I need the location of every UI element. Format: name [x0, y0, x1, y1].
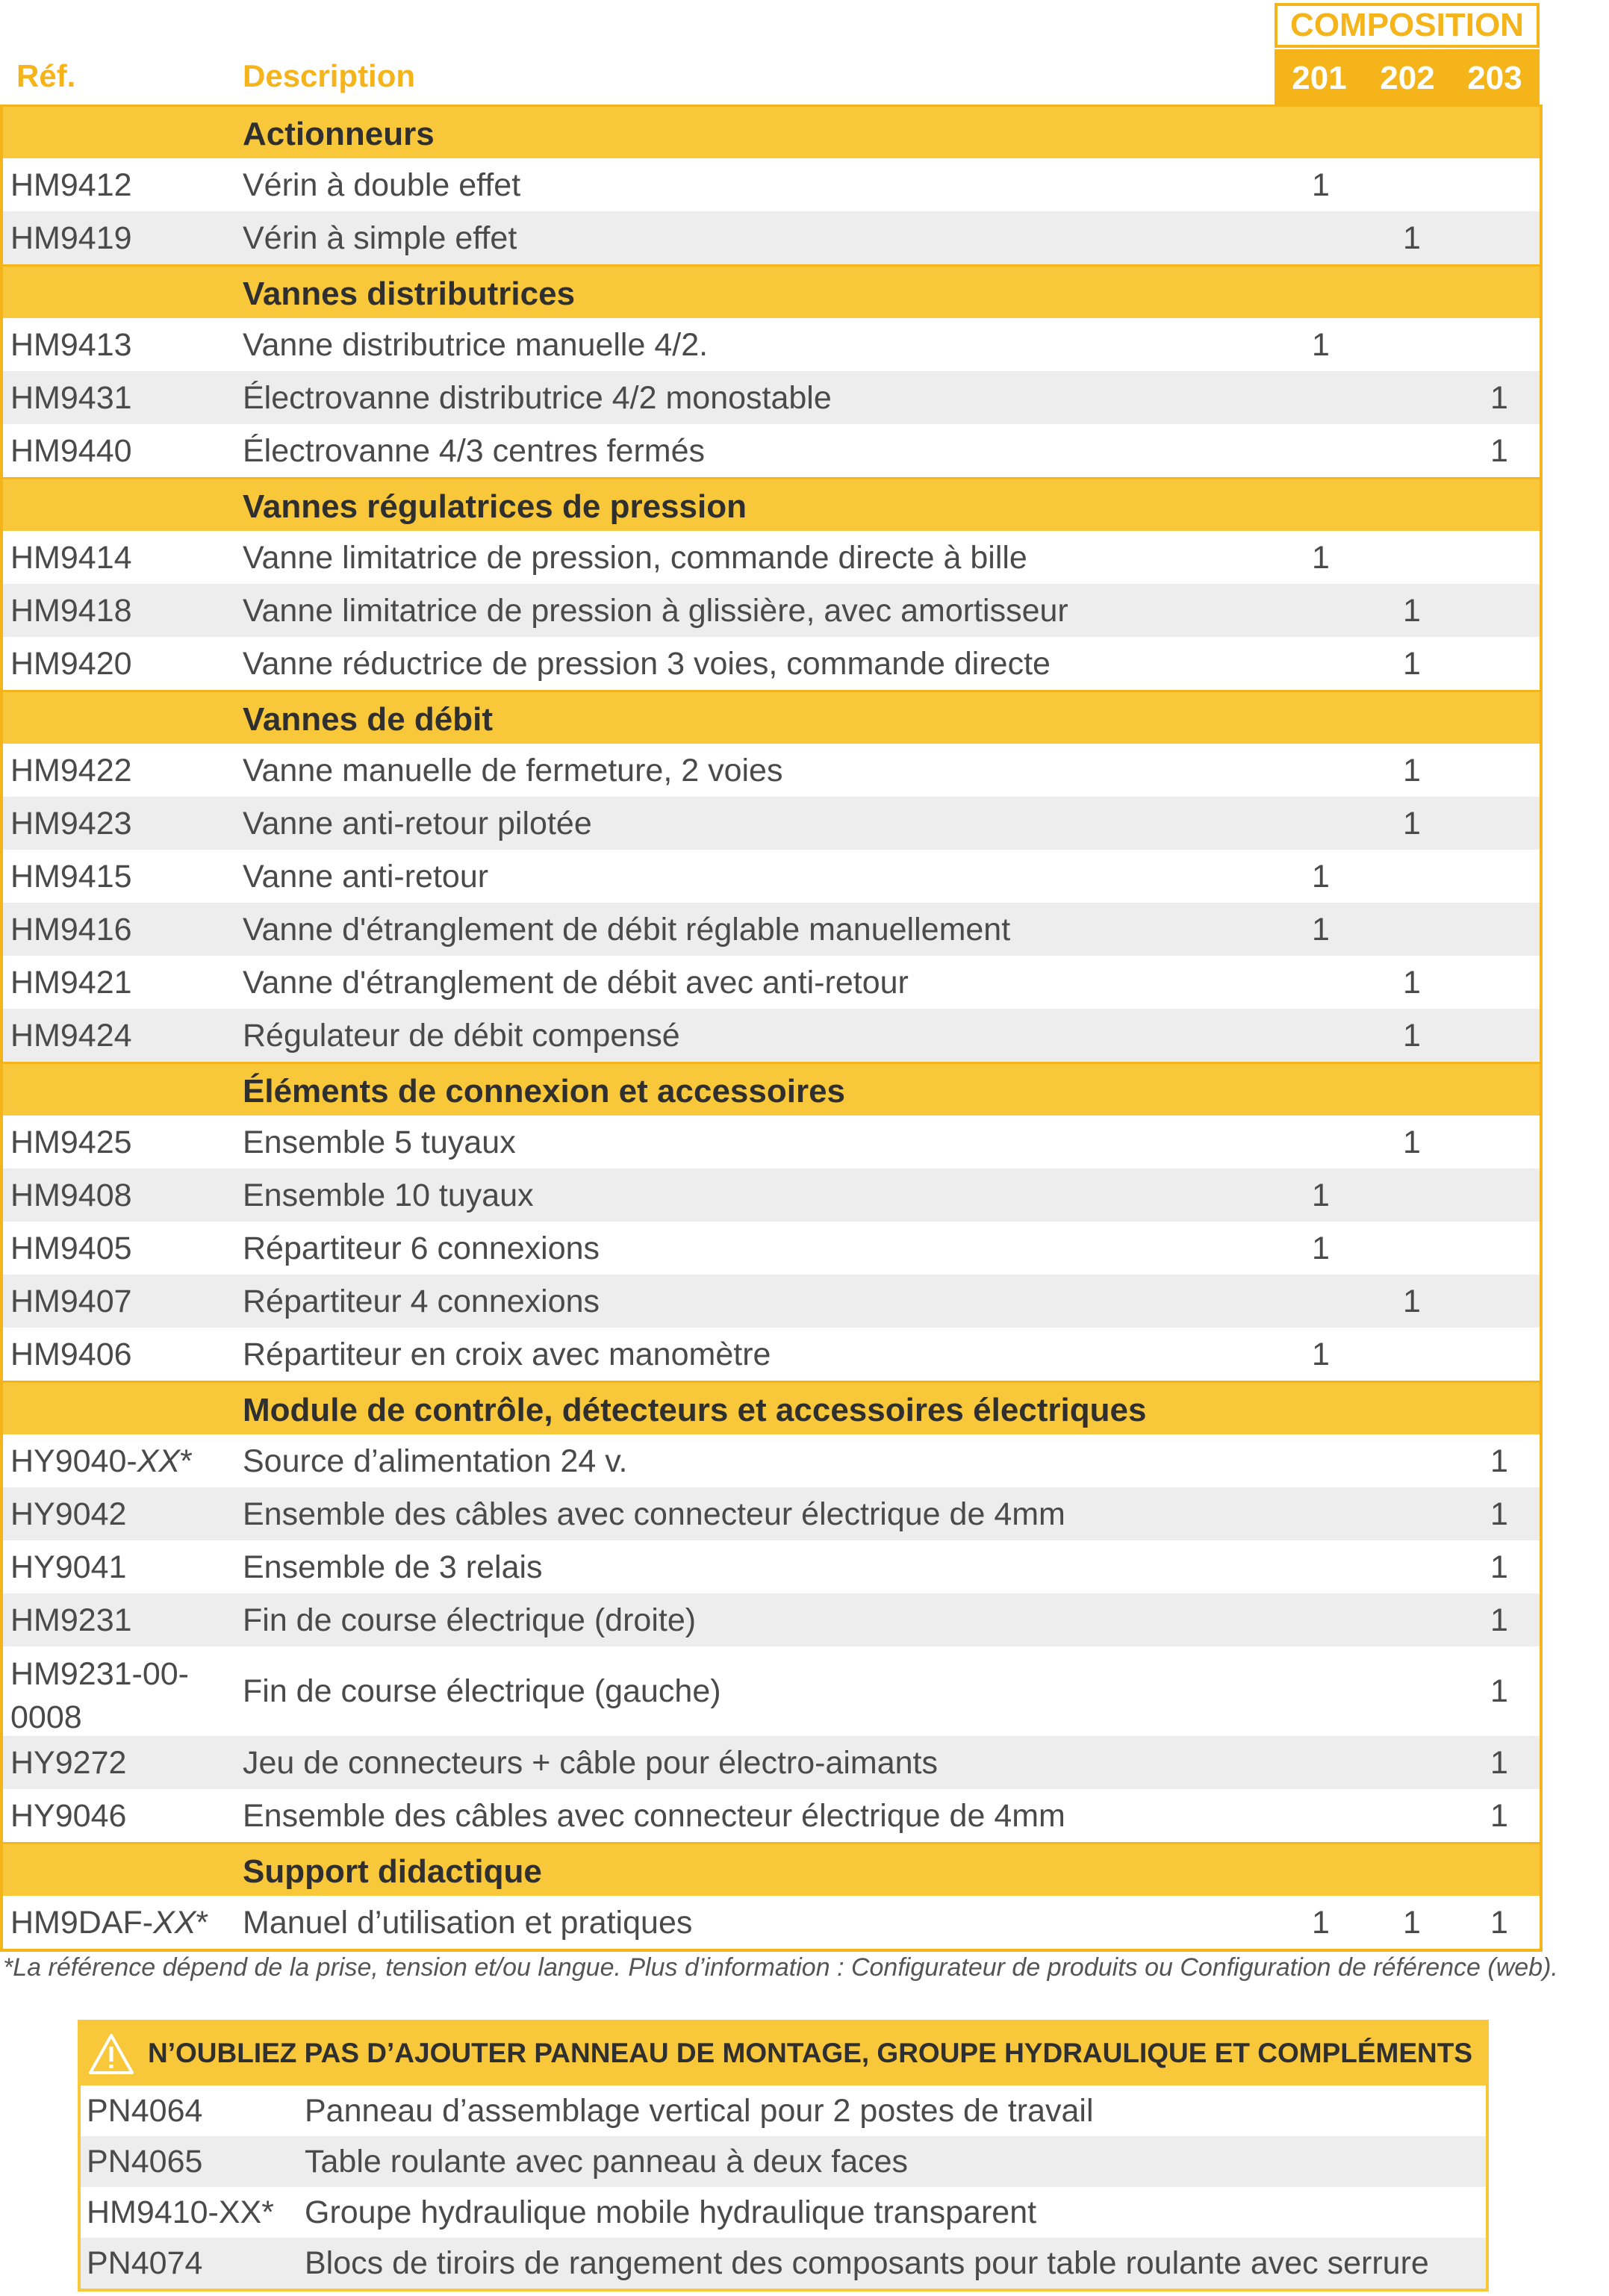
- addon-description: Blocs de tiroirs de rangement des composants pour table roulante avec serrure: [305, 2245, 1429, 2281]
- qty-203: 1: [1490, 380, 1508, 416]
- row-description: Vanne distributrice manuelle 4/2.: [243, 327, 709, 363]
- table-row: [3, 1540, 1540, 1593]
- table-row: [3, 158, 1540, 211]
- section-header: [3, 1062, 1540, 1116]
- addon-description: Panneau d’assemblage vertical pour 2 postes de travail: [305, 2093, 1094, 2129]
- row-ref: HY9046: [10, 1798, 127, 1834]
- row-ref-suffix: *: [180, 1443, 193, 1479]
- qty-202: 1: [1403, 220, 1421, 256]
- section-title: Vannes distributrices: [243, 276, 576, 312]
- row-description: Électrovanne distributrice 4/2 monostable: [243, 380, 832, 416]
- row-ref: HM9407: [10, 1284, 132, 1319]
- addon-row: [81, 2136, 1486, 2187]
- row-description: Jeu de connecteurs + câble pour électro-aimants: [243, 1745, 939, 1781]
- section-header: [3, 1842, 1540, 1896]
- composition-header: [1275, 3, 1540, 48]
- qty-201: 1: [1312, 327, 1330, 363]
- row-ref: HM9412: [10, 167, 132, 203]
- qty-202: 1: [1403, 1905, 1421, 1941]
- qty-203: 1: [1490, 1798, 1508, 1834]
- addon-ref: PN4065: [87, 2144, 203, 2180]
- section-header: [3, 690, 1540, 744]
- row-description: Vanne limitatrice de pression à glissière, avec amortisseur: [243, 593, 1068, 629]
- qty-203: 1: [1490, 1602, 1508, 1638]
- row-ref: [10, 1905, 208, 1941]
- row-ref: HM9413: [10, 327, 132, 363]
- row-ref: HM9419: [10, 220, 132, 256]
- table-row: [3, 1116, 1540, 1169]
- addons-box: [78, 2020, 1489, 2292]
- table-row: [3, 584, 1540, 637]
- addon-ref: PN4074: [87, 2245, 203, 2281]
- qty-202: 1: [1403, 593, 1421, 629]
- row-ref-variant: XX: [153, 1905, 196, 1941]
- table-header: [0, 0, 1544, 105]
- qty-202: 1: [1403, 965, 1421, 1001]
- row-description: Source d’alimentation 24 v.: [243, 1443, 628, 1479]
- qty-202: 1: [1403, 1124, 1421, 1160]
- row-description: Vanne réductrice de pression 3 voies, commande directe: [243, 646, 1051, 682]
- table-row: [3, 797, 1540, 850]
- qty-203: 1: [1490, 1745, 1508, 1781]
- qty-201: 1: [1312, 167, 1330, 203]
- table-row: [3, 424, 1540, 477]
- row-ref: HM9422: [10, 753, 132, 788]
- section-title: Vannes de débit: [243, 701, 493, 738]
- ref-column-header: Réf.: [16, 58, 76, 93]
- table-row: [3, 211, 1540, 264]
- section-title: Support didactique: [243, 1853, 542, 1890]
- table-row: [3, 371, 1540, 424]
- section-header: [3, 264, 1540, 318]
- row-ref-base: HY9040-: [10, 1443, 137, 1479]
- column-202-header: 202: [1380, 60, 1435, 96]
- section-title: Module de contrôle, détecteurs et accessoires électriques: [243, 1392, 1147, 1428]
- row-ref-base: HM9DAF-: [10, 1905, 154, 1941]
- table-row: [3, 850, 1540, 903]
- table-row: [3, 318, 1540, 371]
- row-description: Vérin à simple effet: [243, 220, 517, 256]
- row-ref: HM9405: [10, 1231, 132, 1266]
- addon-row: [81, 2238, 1486, 2289]
- column-201-header: 201: [1292, 60, 1347, 96]
- row-ref: HY9042: [10, 1496, 127, 1532]
- table-row: [3, 1646, 1540, 1736]
- addon-description: Groupe hydraulique mobile hydraulique transparent: [305, 2194, 1037, 2230]
- section-title: Actionneurs: [243, 116, 435, 152]
- qty-201: 1: [1312, 1177, 1330, 1213]
- qty-201: 1: [1312, 1905, 1330, 1941]
- row-description: Vanne anti-retour: [243, 859, 489, 895]
- qty-201: 1: [1312, 540, 1330, 576]
- row-description: Vérin à double effet: [243, 167, 521, 203]
- addons-header: [81, 2023, 1486, 2085]
- table-row: [3, 1593, 1540, 1646]
- row-ref: HM9408: [10, 1177, 132, 1213]
- qty-201: 1: [1312, 912, 1330, 948]
- footnote: *La référence dépend de la prise, tension et/ou langue. Plus d’information : Configurateur de produits ou Configuration de référence (web).: [3, 1953, 1558, 1982]
- qty-201: 1: [1312, 859, 1330, 895]
- description-column-header: Description: [243, 58, 416, 93]
- row-description: Vanne d'étranglement de débit réglable manuellement: [243, 912, 1011, 948]
- row-description: Répartiteur en croix avec manomètre: [243, 1337, 771, 1372]
- row-ref: HM9421: [10, 965, 132, 1001]
- row-description: Ensemble de 3 relais: [243, 1549, 543, 1585]
- row-ref: HM9414: [10, 540, 132, 576]
- qty-203: 1: [1490, 1673, 1508, 1709]
- table-row: [3, 956, 1540, 1009]
- table-row: [3, 1275, 1540, 1328]
- composition-columns: [1275, 49, 1540, 105]
- qty-202: 1: [1403, 806, 1421, 841]
- qty-203: 1: [1490, 1496, 1508, 1532]
- addon-row: [81, 2187, 1486, 2238]
- table-row: [3, 1736, 1540, 1789]
- addon-description: Table roulante avec panneau à deux faces: [305, 2144, 909, 2180]
- row-description: Vanne limitatrice de pression, commande directe à bille: [243, 540, 1027, 576]
- row-ref: [10, 1443, 193, 1480]
- table-row: [3, 1222, 1540, 1275]
- row-ref: HM9231-00-0008: [10, 1656, 189, 1735]
- row-ref: HM9423: [10, 806, 132, 841]
- qty-203: 1: [1490, 1443, 1508, 1479]
- addons-title: N’OUBLIEZ PAS D’AJOUTER PANNEAU DE MONTAGE, GROUPE HYDRAULIQUE ET COMPLÉMENTS: [148, 2038, 1473, 2068]
- section-title: Vannes régulatrices de pression: [243, 488, 747, 525]
- table-row: [3, 1896, 1540, 1949]
- table-row: [3, 1434, 1540, 1487]
- table-row: [3, 1009, 1540, 1062]
- table-row: [3, 1169, 1540, 1222]
- row-description: Vanne anti-retour pilotée: [243, 806, 592, 841]
- row-description: Fin de course électrique (droite): [243, 1602, 697, 1638]
- table-row: [3, 1789, 1540, 1842]
- section-header: [3, 105, 1540, 158]
- warning-icon: [88, 2033, 134, 2075]
- section-title: Éléments de connexion et accessoires: [243, 1073, 846, 1110]
- section-header: [3, 1381, 1540, 1434]
- row-ref: HM9231: [10, 1602, 132, 1638]
- row-ref: HM9416: [10, 912, 132, 948]
- row-description: Répartiteur 6 connexions: [243, 1231, 600, 1266]
- table-row: [3, 1487, 1540, 1540]
- row-description: Ensemble des câbles avec connecteur électrique de 4mm: [243, 1496, 1065, 1532]
- row-description: Électrovanne 4/3 centres fermés: [243, 433, 706, 469]
- composition-label: COMPOSITION: [1290, 7, 1524, 43]
- table-row: [3, 1328, 1540, 1381]
- row-ref: HM9424: [10, 1018, 132, 1054]
- row-ref: HM9418: [10, 593, 132, 629]
- row-description: Ensemble des câbles avec connecteur électrique de 4mm: [243, 1798, 1065, 1834]
- qty-202: 1: [1403, 1284, 1421, 1319]
- row-ref: HY9041: [10, 1549, 127, 1585]
- row-ref-suffix: *: [196, 1905, 209, 1941]
- table-row: [3, 637, 1540, 690]
- row-description: Vanne manuelle de fermeture, 2 voies: [243, 753, 783, 788]
- addon-ref: PN4064: [87, 2093, 203, 2129]
- row-ref: HM9425: [10, 1124, 132, 1160]
- qty-201: 1: [1312, 1337, 1330, 1372]
- addon-ref: HM9410-XX*: [87, 2194, 274, 2230]
- qty-202: 1: [1403, 646, 1421, 682]
- row-description: Ensemble 10 tuyaux: [243, 1177, 534, 1213]
- table-row: [3, 531, 1540, 584]
- row-ref: HM9420: [10, 646, 132, 682]
- addon-row: [81, 2085, 1486, 2136]
- row-ref-variant: XX: [137, 1443, 181, 1479]
- row-description: Fin de course électrique (gauche): [243, 1673, 721, 1709]
- table-row: [3, 903, 1540, 956]
- row-ref: HM9415: [10, 859, 132, 895]
- row-description: Ensemble 5 tuyaux: [243, 1124, 516, 1160]
- components-table: [0, 105, 1543, 1952]
- column-203-header: 203: [1467, 60, 1522, 96]
- addons-list: [81, 2085, 1486, 2289]
- qty-203: 1: [1490, 1905, 1508, 1941]
- qty-203: 1: [1490, 1549, 1508, 1585]
- qty-203: 1: [1490, 433, 1508, 469]
- row-description: Répartiteur 4 connexions: [243, 1284, 600, 1319]
- row-description: Manuel d’utilisation et pratiques: [243, 1905, 693, 1941]
- section-header: [3, 477, 1540, 531]
- row-ref: HM9406: [10, 1337, 132, 1372]
- row-ref: HM9440: [10, 433, 132, 469]
- row-ref: HY9272: [10, 1745, 127, 1781]
- row-description: Régulateur de débit compensé: [243, 1018, 680, 1054]
- qty-201: 1: [1312, 1231, 1330, 1266]
- table-row: [3, 744, 1540, 797]
- qty-202: 1: [1403, 753, 1421, 788]
- row-description: Vanne d'étranglement de débit avec anti-retour: [243, 965, 909, 1001]
- qty-202: 1: [1403, 1018, 1421, 1054]
- row-ref: HM9431: [10, 380, 132, 416]
